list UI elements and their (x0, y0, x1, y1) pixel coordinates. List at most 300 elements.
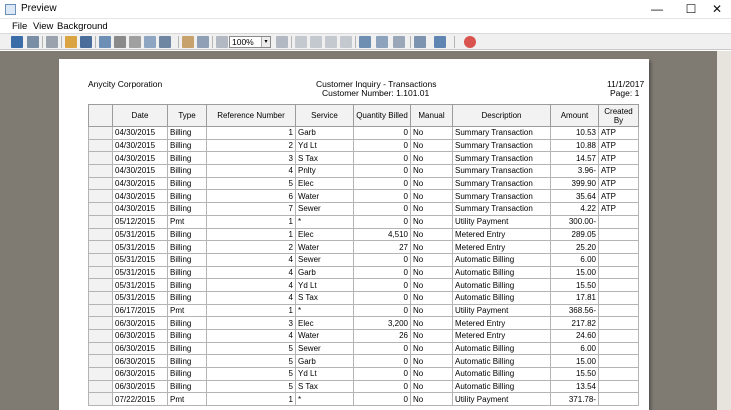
cell-reference: 2 (207, 241, 296, 254)
zoom-out-icon[interactable] (216, 36, 228, 48)
cell-manual: No (411, 368, 453, 381)
zoom-select[interactable] (229, 36, 271, 48)
cell-description: Automatic Billing (453, 291, 551, 304)
cell-quantity: 0 (354, 177, 411, 190)
cell-description: Automatic Billing (453, 266, 551, 279)
disk-icon[interactable] (80, 36, 92, 48)
row-header[interactable] (89, 215, 113, 228)
cell-service: Sewer (296, 253, 354, 266)
row-header[interactable] (89, 380, 113, 393)
cell-type: Billing (168, 342, 207, 355)
report-page (59, 59, 649, 410)
cell-quantity: 0 (354, 165, 411, 178)
cell-manual: No (411, 317, 453, 330)
cell-quantity: 0 (354, 203, 411, 216)
table-row[interactable] (89, 380, 639, 393)
cell-manual: No (411, 304, 453, 317)
cell-service: S Tax (296, 152, 354, 165)
cell-service: S Tax (296, 291, 354, 304)
cell-amount: 17.81 (551, 291, 599, 304)
row-header[interactable] (89, 253, 113, 266)
cell-description: Automatic Billing (453, 253, 551, 266)
cell-amount: 217.82 (551, 317, 599, 330)
cell-amount: 6.00 (551, 342, 599, 355)
cell-type: Billing (168, 241, 207, 254)
cell-quantity: 26 (354, 330, 411, 343)
cell-description: Automatic Billing (453, 279, 551, 292)
cell-description: Metered Entry (453, 317, 551, 330)
row-header[interactable] (89, 152, 113, 165)
menu-bar (0, 19, 731, 34)
cell-quantity: 0 (354, 304, 411, 317)
cell-manual: No (411, 228, 453, 241)
cell-reference: 4 (207, 279, 296, 292)
cell-amount: 300.00- (551, 215, 599, 228)
cell-type: Billing (168, 291, 207, 304)
cell-date: 06/30/2015 (113, 380, 168, 393)
cell-amount: 6.00 (551, 253, 599, 266)
cell-amount: 3.96- (551, 165, 599, 178)
quick-print-icon[interactable] (129, 36, 141, 48)
cell-reference: 1 (207, 393, 296, 406)
cell-reference: 2 (207, 139, 296, 152)
cell-date: 06/30/2015 (113, 355, 168, 368)
cell-type: Billing (168, 253, 207, 266)
row-header[interactable] (89, 304, 113, 317)
report-date: 11/1/2017 (607, 79, 645, 89)
cell-service: Pnlty (296, 165, 354, 178)
row-header[interactable] (89, 127, 113, 140)
find-icon[interactable] (46, 36, 58, 48)
cell-manual: No (411, 215, 453, 228)
title-bar (0, 0, 731, 19)
cell-date: 05/31/2015 (113, 241, 168, 254)
cell-service: * (296, 393, 354, 406)
preview-viewport (0, 51, 731, 410)
row-header[interactable] (89, 291, 113, 304)
table-row[interactable] (89, 355, 639, 368)
cell-service: Yd Lt (296, 139, 354, 152)
table-row[interactable] (89, 127, 639, 140)
cell-service: * (296, 304, 354, 317)
cell-reference: 5 (207, 355, 296, 368)
col-date[interactable]: Date (113, 105, 168, 127)
table-row[interactable] (89, 177, 639, 190)
cell-quantity: 0 (354, 266, 411, 279)
row-header[interactable] (89, 342, 113, 355)
cell-date: 05/31/2015 (113, 291, 168, 304)
cell-date: 05/31/2015 (113, 266, 168, 279)
col-description[interactable]: Description (453, 105, 551, 127)
table-row[interactable] (89, 279, 639, 292)
cell-manual: No (411, 127, 453, 140)
cell-description: Utility Payment (453, 393, 551, 406)
cell-reference: 3 (207, 152, 296, 165)
hand-tool-icon[interactable] (182, 36, 194, 48)
row-header[interactable] (89, 355, 113, 368)
cell-service: Elec (296, 228, 354, 241)
cell-date: 05/12/2015 (113, 215, 168, 228)
cell-amount: 14.57 (551, 152, 599, 165)
cell-created-by (599, 393, 639, 406)
table-row[interactable] (89, 203, 639, 216)
row-header[interactable] (89, 165, 113, 178)
cell-description: Automatic Billing (453, 355, 551, 368)
cell-amount: 289.05 (551, 228, 599, 241)
cell-description: Metered Entry (453, 241, 551, 254)
chevron-down-icon[interactable]: ▾ (261, 37, 270, 47)
cell-type: Billing (168, 317, 207, 330)
cell-created-by (599, 304, 639, 317)
cell-quantity: 0 (354, 342, 411, 355)
cell-amount: 15.50 (551, 368, 599, 381)
cell-manual: No (411, 253, 453, 266)
cell-reference: 4 (207, 253, 296, 266)
cell-service: Garb (296, 355, 354, 368)
row-header[interactable] (89, 228, 113, 241)
cell-created-by: ATP (599, 127, 639, 140)
cell-quantity: 0 (354, 393, 411, 406)
col-reference-number[interactable]: Reference Number (207, 105, 296, 127)
layout-icon[interactable] (144, 36, 156, 48)
cell-quantity: 0 (354, 368, 411, 381)
menu-view[interactable]: View (33, 21, 54, 32)
cell-type: Billing (168, 139, 207, 152)
cell-type: Billing (168, 203, 207, 216)
table-row[interactable] (89, 266, 639, 279)
table-row[interactable] (89, 253, 639, 266)
export-document-icon[interactable] (414, 36, 426, 48)
cell-description: Metered Entry (453, 330, 551, 343)
cell-reference: 4 (207, 291, 296, 304)
row-header[interactable] (89, 266, 113, 279)
cell-amount: 10.88 (551, 139, 599, 152)
table-row[interactable] (89, 291, 639, 304)
watermark-icon[interactable] (393, 36, 405, 48)
cell-quantity: 0 (354, 291, 411, 304)
multi-page-icon[interactable] (159, 36, 171, 48)
cell-created-by (599, 279, 639, 292)
row-header[interactable] (89, 393, 113, 406)
cell-quantity: 0 (354, 380, 411, 393)
cell-type: Billing (168, 355, 207, 368)
cell-reference: 3 (207, 317, 296, 330)
toolbar (0, 34, 731, 50)
cell-service: Elec (296, 317, 354, 330)
col-manual[interactable]: Manual (411, 105, 453, 127)
cell-service: * (296, 215, 354, 228)
cell-manual: No (411, 279, 453, 292)
cell-quantity: 0 (354, 127, 411, 140)
cell-created-by: ATP (599, 190, 639, 203)
cell-date: 06/30/2015 (113, 342, 168, 355)
cell-amount: 15.50 (551, 279, 599, 292)
cell-created-by (599, 215, 639, 228)
cell-description: Summary Transaction (453, 190, 551, 203)
cell-date: 04/30/2015 (113, 203, 168, 216)
table-row[interactable] (89, 304, 639, 317)
row-header[interactable] (89, 190, 113, 203)
table-row[interactable] (89, 330, 639, 343)
cell-description: Summary Transaction (453, 165, 551, 178)
cell-manual: No (411, 177, 453, 190)
zoom-value: 100% (232, 37, 254, 47)
cell-reference: 1 (207, 304, 296, 317)
cell-description: Summary Transaction (453, 139, 551, 152)
cell-description: Metered Entry (453, 228, 551, 241)
cell-reference: 1 (207, 127, 296, 140)
email-icon[interactable] (434, 36, 446, 48)
col-created-by[interactable]: Created By (599, 105, 639, 127)
cell-manual: No (411, 330, 453, 343)
report-title: Customer Inquiry - Transactions (316, 79, 437, 89)
cell-type: Billing (168, 279, 207, 292)
table-row[interactable] (89, 228, 639, 241)
cell-type: Billing (168, 177, 207, 190)
cell-reference: 5 (207, 380, 296, 393)
cell-description: Summary Transaction (453, 152, 551, 165)
cell-date: 04/30/2015 (113, 165, 168, 178)
cell-service: S Tax (296, 380, 354, 393)
cell-manual: No (411, 393, 453, 406)
cell-service: Sewer (296, 203, 354, 216)
cell-amount: 25.20 (551, 241, 599, 254)
cell-created-by: ATP (599, 152, 639, 165)
cell-service: Water (296, 330, 354, 343)
close-preview-icon[interactable] (464, 36, 476, 48)
cell-quantity: 0 (354, 190, 411, 203)
col-quantity-billed[interactable]: Quantity Billed (354, 105, 411, 127)
menu-background[interactable]: Background (57, 21, 108, 32)
cell-date: 06/30/2015 (113, 368, 168, 381)
cell-service: Yd Lt (296, 279, 354, 292)
maximize-button[interactable]: ☐ (685, 2, 697, 16)
cell-type: Billing (168, 190, 207, 203)
customer-number: Customer Number: 1.101.01 (322, 88, 430, 98)
close-button[interactable]: ✕ (711, 2, 723, 16)
row-header[interactable] (89, 203, 113, 216)
cell-date: 05/31/2015 (113, 253, 168, 266)
cell-service: Yd Lt (296, 368, 354, 381)
cell-date: 04/30/2015 (113, 177, 168, 190)
page-setup-icon[interactable] (99, 36, 111, 48)
cell-quantity: 0 (354, 279, 411, 292)
row-header[interactable] (89, 177, 113, 190)
row-header[interactable] (89, 317, 113, 330)
print-icon[interactable] (114, 36, 126, 48)
cell-type: Billing (168, 380, 207, 393)
cell-created-by (599, 266, 639, 279)
cell-created-by (599, 241, 639, 254)
cell-manual: No (411, 190, 453, 203)
cell-reference: 1 (207, 228, 296, 241)
cell-type: Billing (168, 266, 207, 279)
cell-amount: 35.64 (551, 190, 599, 203)
cell-amount: 4.22 (551, 203, 599, 216)
table-row[interactable] (89, 241, 639, 254)
cell-date: 05/31/2015 (113, 279, 168, 292)
table-row[interactable] (89, 139, 639, 152)
table-row[interactable] (89, 190, 639, 203)
cell-type: Billing (168, 152, 207, 165)
cell-service: Garb (296, 266, 354, 279)
cell-reference: 5 (207, 342, 296, 355)
table-row[interactable] (89, 165, 639, 178)
cell-amount: 368.56- (551, 304, 599, 317)
cell-quantity: 0 (354, 355, 411, 368)
cell-created-by (599, 355, 639, 368)
cell-created-by (599, 317, 639, 330)
cell-description: Summary Transaction (453, 203, 551, 216)
row-header[interactable] (89, 368, 113, 381)
cell-amount: 15.00 (551, 355, 599, 368)
window-title: Preview (21, 3, 57, 14)
cell-created-by (599, 228, 639, 241)
cell-created-by: ATP (599, 203, 639, 216)
cell-date: 06/17/2015 (113, 304, 168, 317)
cell-created-by: ATP (599, 139, 639, 152)
save-icon[interactable] (11, 36, 23, 48)
cell-created-by (599, 291, 639, 304)
cell-created-by (599, 253, 639, 266)
cell-date: 04/30/2015 (113, 139, 168, 152)
first-page-icon[interactable] (295, 36, 307, 48)
cell-description: Automatic Billing (453, 380, 551, 393)
cell-type: Billing (168, 165, 207, 178)
cell-description: Summary Transaction (453, 127, 551, 140)
cell-type: Pmt (168, 393, 207, 406)
cell-type: Pmt (168, 215, 207, 228)
cell-created-by (599, 368, 639, 381)
cell-manual: No (411, 266, 453, 279)
cell-quantity: 0 (354, 253, 411, 266)
cell-amount: 24.60 (551, 330, 599, 343)
cell-description: Summary Transaction (453, 177, 551, 190)
cell-quantity: 0 (354, 139, 411, 152)
row-header[interactable] (89, 330, 113, 343)
row-header-gutter (89, 105, 113, 127)
cell-created-by (599, 380, 639, 393)
cell-description: Automatic Billing (453, 368, 551, 381)
cell-amount: 399.90 (551, 177, 599, 190)
cell-reference: 1 (207, 215, 296, 228)
row-header[interactable] (89, 279, 113, 292)
company-name: Anycity Corporation (88, 79, 163, 89)
cell-description: Utility Payment (453, 215, 551, 228)
table-row[interactable] (89, 368, 639, 381)
cell-quantity: 27 (354, 241, 411, 254)
cell-type: Pmt (168, 304, 207, 317)
open-icon[interactable] (65, 36, 77, 48)
cell-manual: No (411, 355, 453, 368)
cell-reference: 4 (207, 165, 296, 178)
transactions-table (88, 104, 639, 406)
cell-service: Water (296, 190, 354, 203)
cell-amount: 13.54 (551, 380, 599, 393)
cell-type: Billing (168, 228, 207, 241)
background-icon[interactable] (376, 36, 388, 48)
table-row[interactable] (89, 317, 639, 330)
cell-created-by: ATP (599, 165, 639, 178)
cell-manual: No (411, 241, 453, 254)
vertical-scrollbar[interactable] (717, 51, 731, 410)
cell-type: Billing (168, 330, 207, 343)
row-header[interactable] (89, 241, 113, 254)
cell-manual: No (411, 139, 453, 152)
previous-page-icon[interactable] (310, 36, 322, 48)
cell-date: 07/22/2015 (113, 393, 168, 406)
cell-manual: No (411, 152, 453, 165)
export-icon[interactable] (27, 36, 39, 48)
cell-reference: 6 (207, 190, 296, 203)
table-row[interactable] (89, 342, 639, 355)
cell-manual: No (411, 165, 453, 178)
table-row[interactable] (89, 393, 639, 406)
magnifier-icon[interactable] (197, 36, 209, 48)
col-type[interactable]: Type (168, 105, 207, 127)
menu-file[interactable]: File (12, 21, 28, 32)
cell-manual: No (411, 291, 453, 304)
cell-quantity: 0 (354, 215, 411, 228)
cell-quantity: 3,200 (354, 317, 411, 330)
cell-amount: 15.00 (551, 266, 599, 279)
last-page-icon[interactable] (340, 36, 352, 48)
cell-amount: 371.78- (551, 393, 599, 406)
cell-description: Automatic Billing (453, 342, 551, 355)
cell-date: 06/30/2015 (113, 330, 168, 343)
cell-quantity: 4,510 (354, 228, 411, 241)
cell-manual: No (411, 380, 453, 393)
cell-manual: No (411, 342, 453, 355)
cell-type: Billing (168, 368, 207, 381)
cell-manual: No (411, 203, 453, 216)
cell-date: 06/30/2015 (113, 317, 168, 330)
cell-reference: 5 (207, 177, 296, 190)
table-row[interactable] (89, 215, 639, 228)
cell-created-by: ATP (599, 177, 639, 190)
cell-reference: 4 (207, 330, 296, 343)
cell-date: 04/30/2015 (113, 152, 168, 165)
app-icon (5, 4, 16, 15)
col-amount[interactable]: Amount (551, 105, 599, 127)
cell-created-by (599, 330, 639, 343)
cell-service: Sewer (296, 342, 354, 355)
row-header[interactable] (89, 139, 113, 152)
cell-quantity: 0 (354, 152, 411, 165)
cell-description: Utility Payment (453, 304, 551, 317)
page-view-icon[interactable] (359, 36, 371, 48)
cell-reference: 5 (207, 368, 296, 381)
cell-amount: 10.53 (551, 127, 599, 140)
table-row[interactable] (89, 152, 639, 165)
cell-reference: 4 (207, 266, 296, 279)
cell-date: 05/31/2015 (113, 228, 168, 241)
cell-date: 04/30/2015 (113, 190, 168, 203)
cell-service: Elec (296, 177, 354, 190)
cell-type: Billing (168, 127, 207, 140)
next-page-icon[interactable] (325, 36, 337, 48)
table-header-row (89, 105, 639, 127)
zoom-in-icon[interactable] (276, 36, 288, 48)
cell-reference: 7 (207, 203, 296, 216)
col-service[interactable]: Service (296, 105, 354, 127)
cell-date: 04/30/2015 (113, 127, 168, 140)
cell-service: Water (296, 241, 354, 254)
minimize-button[interactable]: — (651, 2, 663, 16)
cell-created-by (599, 342, 639, 355)
cell-service: Garb (296, 127, 354, 140)
page-number: Page: 1 (610, 88, 640, 98)
